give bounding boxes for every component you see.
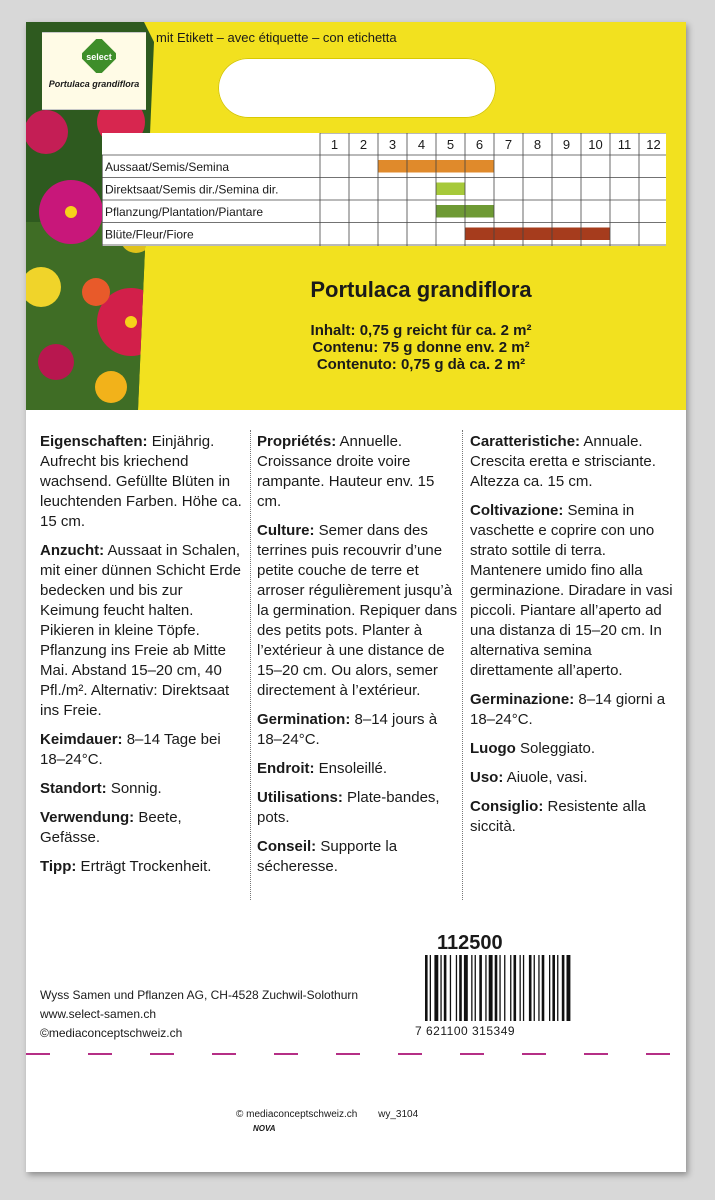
info-text: Plate-bandes, pots.	[257, 789, 440, 826]
info-label: Uso:	[470, 769, 504, 786]
barcode-bar	[523, 955, 524, 1021]
barcode-bar	[485, 955, 486, 1021]
calendar-month: 1	[330, 137, 339, 152]
info-paragraph	[257, 788, 461, 828]
footer-code: wy_3104	[378, 1109, 419, 1120]
info-text: 8–14 giorni a 18–24°C.	[470, 691, 666, 728]
seed-packet	[26, 22, 686, 1172]
barcode-bar	[489, 955, 493, 1021]
hang-slot	[218, 58, 496, 118]
address-website: www.select-samen.ch	[40, 1007, 157, 1021]
info-text: Annuale. Crescita eretta e strisciante. Altezza ca. 15 cm.	[470, 433, 656, 490]
cut-line	[26, 1052, 686, 1056]
calendar-bar	[465, 228, 610, 241]
address-copyright: ©mediaconceptschweiz.ch	[40, 1026, 183, 1040]
calendar-month: 8	[533, 137, 542, 152]
column-german	[40, 432, 244, 886]
barcode-bar	[434, 955, 438, 1021]
calendar-row-label: Aussaat/Semis/Semina	[105, 160, 230, 174]
barcode-bar	[552, 955, 555, 1021]
info-paragraph	[257, 521, 461, 701]
info-paragraph	[470, 739, 675, 759]
address-block	[40, 986, 358, 1043]
barcode-bar	[562, 955, 565, 1021]
column-italian	[470, 432, 675, 846]
info-paragraph	[470, 501, 675, 681]
barcode	[423, 955, 653, 1025]
barcode-bar	[549, 955, 550, 1021]
label-note: mit Etikett – avec étiquette – con etichetta	[156, 30, 397, 45]
contents-block	[156, 322, 686, 373]
info-label: Germinazione:	[470, 691, 575, 708]
calendar-grid	[102, 133, 666, 246]
barcode-bar	[459, 955, 462, 1021]
barcode-bar	[471, 955, 472, 1021]
info-text: Semina in vaschette e coprire con uno strato sottile di terra. Mantenere umido fino alla germinazione. Diradare in vasi piccoli. Piantare all’aperto ad una distanza di 15–20 cm. In alternativa semina direttamente all’aperto.	[470, 502, 673, 679]
info-paragraph	[40, 541, 244, 721]
info-label: Caratteristiche:	[470, 433, 581, 450]
column-divider	[250, 430, 251, 900]
barcode-bar	[495, 955, 498, 1021]
barcode-bar	[557, 955, 558, 1021]
barcode-bar	[510, 955, 511, 1021]
info-label: Verwendung:	[40, 809, 135, 826]
info-text: Erträgt Trockenheit.	[76, 858, 212, 875]
select-logo	[82, 39, 116, 73]
barcode-bar	[534, 955, 535, 1021]
barcode-bar	[450, 955, 451, 1021]
calendar-month: 5	[446, 137, 455, 152]
contents-de: Inhalt: 0,75 g reicht für ca. 2 m²	[310, 322, 532, 339]
contents-it: Contenuto: 0,75 g dà ca. 2 m²	[316, 356, 526, 373]
info-label: Anzucht:	[40, 542, 105, 559]
info-text: Supporte la sécheresse.	[257, 838, 398, 875]
info-paragraph	[40, 432, 244, 532]
info-label: Endroit:	[257, 760, 315, 777]
calendar-row-label: Direktsaat/Semis dir./Semina dir.	[105, 182, 279, 197]
info-label: Utilisations:	[257, 789, 343, 806]
calendar-month: 9	[562, 137, 571, 152]
calendar-bar	[436, 183, 465, 196]
calendar-month: 4	[417, 137, 426, 152]
info-label: Propriétés:	[257, 433, 337, 450]
barcode-bar	[499, 955, 500, 1021]
article-number: 112500	[437, 932, 503, 954]
info-label: Germination:	[257, 711, 351, 728]
info-label: Keimdauer:	[40, 731, 123, 748]
product-title: Portulaca grandiflora	[310, 277, 532, 302]
info-text: Aiuole, vasi.	[503, 769, 588, 786]
info-paragraph	[470, 797, 675, 837]
info-paragraph	[257, 759, 461, 779]
info-paragraph	[257, 432, 461, 512]
barcode-bar	[504, 955, 505, 1021]
info-label: Consiglio:	[470, 798, 544, 815]
calendar-month: 12	[646, 137, 661, 152]
barcode-bar	[475, 955, 476, 1021]
column-french	[257, 432, 461, 886]
brand-logo-text: select	[86, 52, 112, 62]
info-text: Resistente alla siccità.	[470, 798, 646, 835]
info-text: 8–14 Tage bei 18–24°C.	[40, 731, 221, 768]
footer	[236, 1109, 436, 1120]
address-company: Wyss Samen und Pflanzen AG, CH-4528 Zuchwil-Solothurn	[40, 988, 359, 1002]
barcode-bar	[479, 955, 482, 1021]
info-text: Ensoleillé.	[314, 760, 388, 777]
info-label: Luogo	[470, 740, 516, 757]
column-divider	[462, 430, 463, 900]
barcode-bar	[430, 955, 431, 1021]
barcode-bar	[520, 955, 521, 1021]
barcode-bar	[529, 955, 532, 1021]
calendar-month: 10	[588, 137, 603, 152]
barcode-bar	[538, 955, 539, 1021]
barcode-digits: 7 621100 315349	[415, 1024, 516, 1038]
info-text: Annuelle. Croissance droite voire rampante. Hauteur env. 15 cm.	[257, 433, 435, 510]
printer-logo: NOVA	[253, 1124, 276, 1133]
barcode-bar	[456, 955, 457, 1021]
info-paragraph	[470, 768, 675, 788]
info-label: Coltivazione:	[470, 502, 564, 519]
info-text: Aussaat in Schalen, mit einer dünnen Schicht Erde bedecken und bis zur Keimung feucht halten. Pikieren in kleine Töpfe. Pflanzung ins Freie ab Mitte Mai. Abstand 15–20 cm, 40 Pfl./m². Alternativ: Direktsaat ins Freie.	[40, 542, 241, 719]
info-paragraph	[40, 808, 244, 848]
barcode-bar	[514, 955, 517, 1021]
info-label: Standort:	[40, 780, 107, 797]
info-paragraph	[470, 432, 675, 492]
info-label: Eigenschaften:	[40, 433, 148, 450]
info-label: Culture:	[257, 522, 315, 539]
sowing-calendar	[102, 133, 666, 246]
info-label: Conseil:	[257, 838, 317, 855]
info-text: Sonnig.	[106, 780, 162, 797]
info-paragraph	[40, 779, 244, 799]
calendar-month: 11	[617, 137, 632, 152]
barcode-bar	[567, 955, 571, 1021]
info-paragraph	[257, 837, 461, 877]
footer-copyright: © mediaconceptschweiz.ch	[236, 1109, 358, 1120]
barcode-bar	[425, 955, 428, 1021]
info-text: Einjährig. Aufrecht bis kriechend wachsend. Gefüllte Blüten in leuchtenden Farben. Höhe ca. 15 cm.	[40, 433, 242, 530]
variety-label: Portulaca grandiflora	[48, 79, 140, 89]
info-paragraph	[257, 710, 461, 750]
yellow-header	[26, 22, 686, 410]
brand-label	[42, 32, 146, 110]
calendar-month: 7	[504, 137, 513, 152]
barcode-bar	[440, 955, 441, 1021]
barcode-bar	[444, 955, 447, 1021]
info-paragraph	[40, 730, 244, 770]
info-text: 8–14 jours à 18–24°C.	[257, 711, 438, 748]
calendar-month: 6	[475, 137, 484, 152]
info-text: Beete, Gefässe.	[40, 809, 182, 846]
calendar-row-label: Blüte/Fleur/Fiore	[105, 227, 194, 242]
barcode-bar	[464, 955, 468, 1021]
calendar-month: 2	[359, 137, 368, 152]
info-paragraph	[40, 857, 244, 877]
info-paragraph	[470, 690, 675, 730]
calendar-month: 3	[388, 137, 397, 152]
calendar-row-label: Pflanzung/Plantation/Piantare	[105, 205, 264, 219]
barcode-bar	[542, 955, 545, 1021]
info-label: Tipp:	[40, 858, 77, 875]
contents-fr: Contenu: 75 g donne env. 2 m²	[312, 339, 530, 356]
info-text: Semer dans des terrines puis recouvrir d’une petite couche de terre et arroser régulièrement jusqu’à la germination. Repiquer dans des petits pots. Planter à l’extérieur à une distance de 15–20 cm. Ou alors, semer directement à l’extérieur.	[257, 522, 458, 699]
info-text: Soleggiato.	[515, 740, 596, 757]
